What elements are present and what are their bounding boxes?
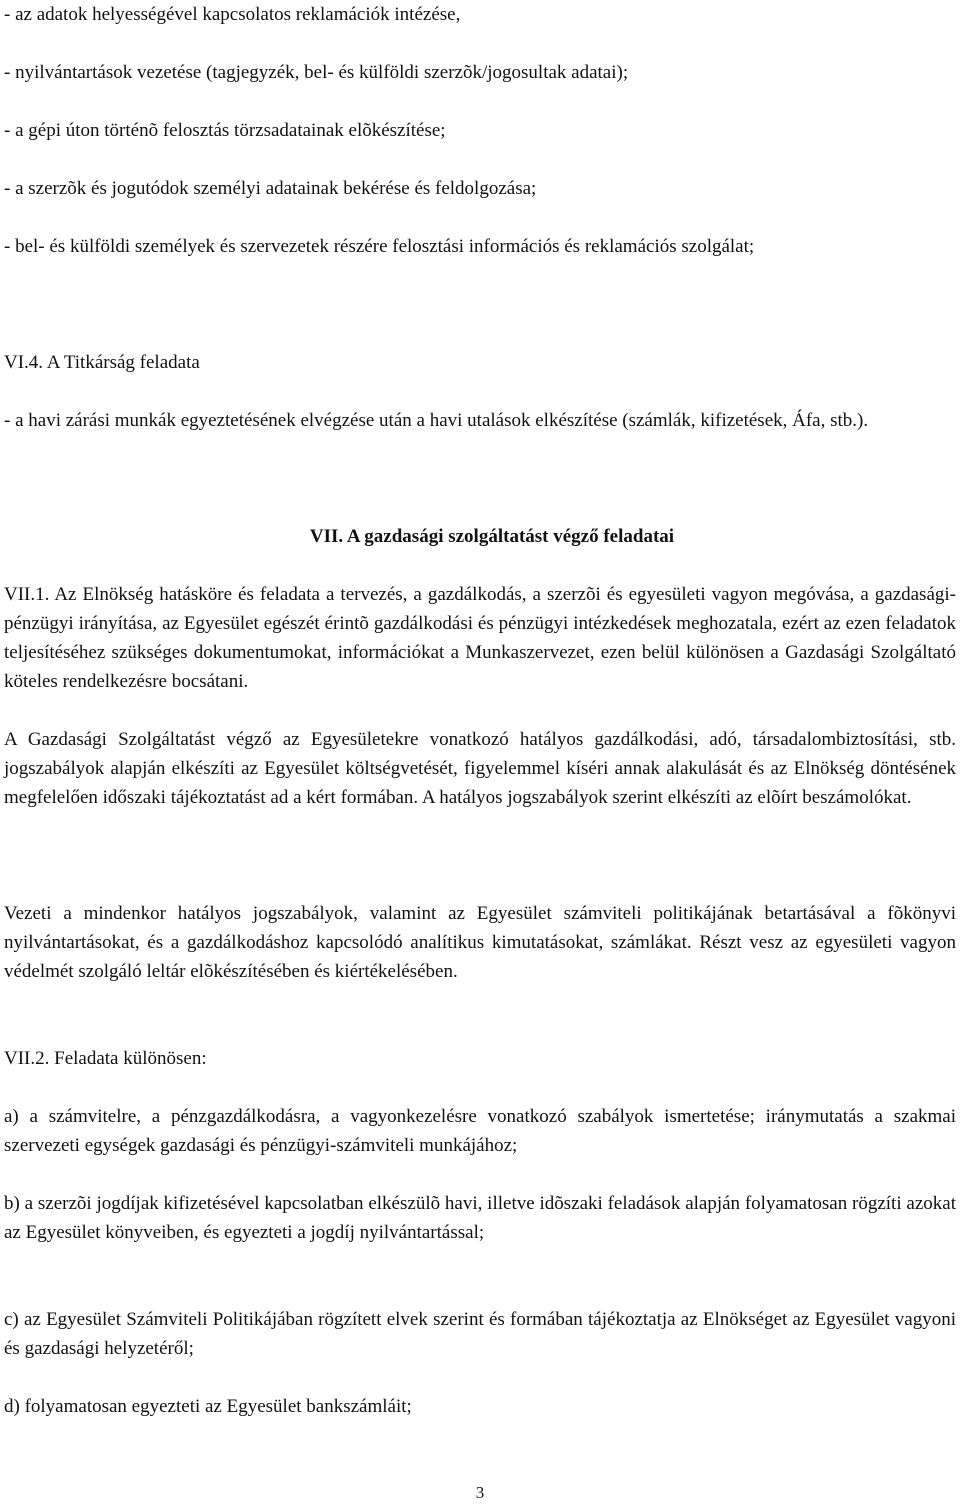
paragraph: Vezeti a mindenkor hatályos jogszabályok, valamint az Egyesület számviteli politikájának betartásával a fõkönyvi nyilvántartásokat, és a gazdálkodáshoz kapcsolódó analítikus kimutatásokat, számlákat. Részt vesz az egyesületi vagyon védelmét szolgáló leltár elõkészítésében és kiértékelésében. [4, 903, 956, 982]
list-item: d) folyamatosan egyezteti az Egyesület bankszámláit; [4, 1396, 412, 1417]
section-heading-text: VII. A gazdasági szolgáltatást végző feladatai [309, 526, 675, 547]
section-title: VI.4. A Titkárság feladata [4, 352, 200, 373]
list-item: - bel- és külföldi személyek és szervezetek részére felosztási információs és reklamációs szolgálat; [4, 236, 755, 257]
list-item: - a havi zárási munkák egyeztetésének elvégzése után a havi utalások elkészítése (számlák, kifizetések, Áfa, stb.). [4, 410, 869, 431]
list-item: b) a szerzõi jogdíjak kifizetésével kapcsolatban elkészülõ havi, illetve idõszaki feladások alapján folyamatosan rögzíti azokat az Egyesület könyveiben, és egyezteti a jogdíj nyilvántartással; [4, 1193, 956, 1243]
list-item: - nyilvántartások vezetése (tagjegyzék, bel- és külföldi szerzõk/jogosultak adatai); [4, 62, 629, 83]
list-item: a) a számvitelre, a pénzgazdálkodásra, a vagyonkezelésre vonatkozó szabályok ismertetése; iránymutatás a szakmai szervezeti egységek gazdasági és pénzügyi-számviteli munkájához; [4, 1106, 956, 1156]
paragraph: VII.1. Az Elnökség hatásköre és feladata a tervezés, a gazdálkodás, a szerzõi és egyesületi vagyon megóvása, a gazdasági-pénzügyi irányítása, az Egyesület egészét érintõ gazdálkodási és pénzügyi intézkedések meghozatala, ezért az ezen feladatok teljesítéséhez szükséges dokumentumokat, információkat a Munkaszervezet, ezen belül különösen a Gazdasági Szolgáltató köteles rendelkezésre bocsátani. [4, 584, 956, 692]
list-item: c) az Egyesület Számviteli Politikájában rögzített elvek szerint és formában tájékoztatja az Elnökséget az Egyesület vagyoni és gazdasági helyzetéről; [4, 1309, 956, 1359]
paragraph: A Gazdasági Szolgáltatást végző az Egyesületekre vonatkozó hatályos gazdálkodási, adó, társadalombiztosítási, stb. jogszabályok alapján elkészíti az Egyesület költségvetését, figyelemmel kíséri annak alakulását és az Elnökség döntésének megfelelően időszaki tájékoztatást ad a kért formában. A hatályos jogszabályok szerint elkészíti az elõírt beszámolókat. [4, 729, 956, 808]
section-heading [0, 522, 960, 551]
page-number: 3 [475, 1483, 485, 1502]
list-item: - az adatok helyességével kapcsolatos reklamációk intézése, [4, 4, 461, 25]
section-title: VII.2. Feladata különösen: [4, 1048, 207, 1069]
list-item: - a gépi úton történõ felosztás törzsadatainak elõkészítése; [4, 120, 446, 141]
list-item: - a szerzõk és jogutódok személyi adatainak bekérése és feldolgozása; [4, 178, 537, 199]
